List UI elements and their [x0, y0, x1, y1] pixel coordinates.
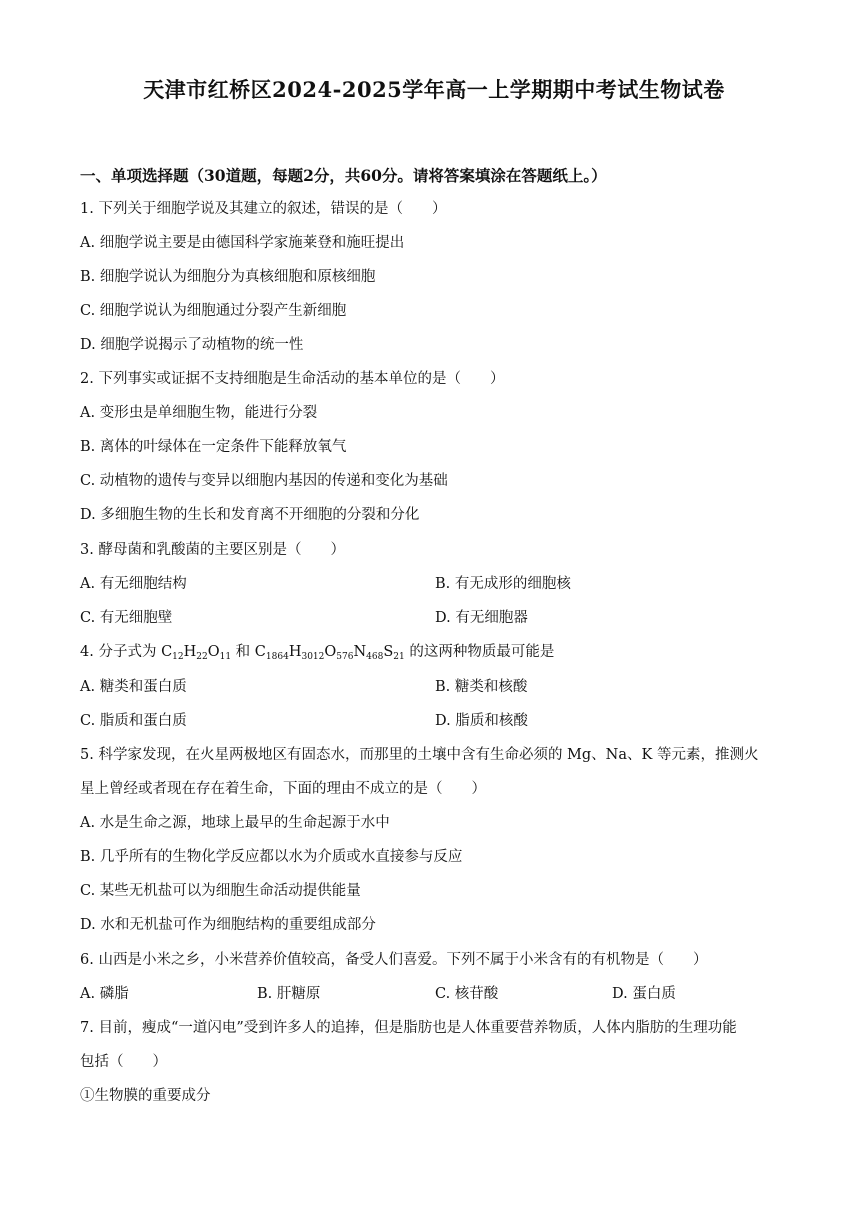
question-6-option-a: A. 磷脂 — [80, 986, 129, 1002]
question-7-item-1: ①生物膜的重要成分 — [80, 1088, 211, 1104]
question-6-option-c: C. 核苷酸 — [435, 986, 499, 1002]
question-2-option-b: B. 离体的叶绿体在一定条件下能释放氧气 — [80, 439, 347, 455]
question-5-option-b: B. 几乎所有的生物化学反应都以水为介质或水直接参与反应 — [80, 849, 463, 865]
question-2-option-d: D. 多细胞生物的生长和发育离不开细胞的分裂和分化 — [80, 507, 420, 523]
question-3-option-b: B. 有无成形的细胞核 — [435, 576, 571, 592]
question-6-option-d: D. 蛋白质 — [612, 986, 676, 1002]
question-1-option-a: A. 细胞学说主要是由德国科学家施莱登和施旺提出 — [80, 235, 405, 251]
page-title: 天津市红桥区2024-2025学年高一上学期期中考试生物试卷 — [143, 77, 725, 102]
question-3-option-d: D. 有无细胞器 — [435, 610, 528, 626]
question-5-option-c: C. 某些无机盐可以为细胞生命活动提供能量 — [80, 883, 361, 899]
question-4-option-c: C. 脂质和蛋白质 — [80, 713, 187, 729]
section-heading: 一、单项选择题（30道题，每题2分，共60分。请将答案填涂在答题纸上。） — [80, 166, 607, 185]
formula-protein: $C_{1864}H_{3012}O_{576}N_{468}S_{21}$ — [254, 644, 405, 662]
question-4-option-a: A. 糖类和蛋白质 — [80, 679, 187, 695]
question-7-stem-line-2: 包括（ ） — [80, 1054, 167, 1070]
question-5-option-a: A. 水是生命之源，地球上最早的生命起源于水中 — [80, 815, 390, 831]
question-5-option-d: D. 水和无机盐可作为细胞结构的重要组成部分 — [80, 917, 376, 933]
question-4-stem-mid: 和 — [231, 644, 255, 660]
question-3-option-c: C. 有无细胞壁 — [80, 610, 173, 626]
question-7-stem-line-1: 7. 目前，瘦成“一道闪电”受到许多人的追捧，但是脂肪也是人体重要营养物质，人体内脂肪的生理功能 — [80, 1020, 737, 1036]
question-4-stem — [80, 642, 554, 662]
question-5-stem-line-1: 5. 科学家发现，在火星两极地区有固态水，而那里的土壤中含有生命必须的 Mg、Na、K 等元素，推测火 — [80, 747, 759, 763]
question-4-option-b: B. 糖类和核酸 — [435, 679, 528, 695]
question-5-stem-line-2: 星上曾经或者现在存在着生命，下面的理由不成立的是（ ） — [80, 781, 486, 797]
question-3-stem: 3. 酵母菌和乳酸菌的主要区别是（ ） — [80, 542, 345, 558]
question-4-stem-prefix: 4. 分子式为 — [80, 644, 162, 660]
question-2-option-a: A. 变形虫是单细胞生物，能进行分裂 — [80, 405, 318, 421]
question-1-option-b: B. 细胞学说认为细胞分为真核细胞和原核细胞 — [80, 269, 376, 285]
question-4-stem-suffix: 的这两种物质最可能是 — [404, 644, 555, 660]
question-6-option-b: B. 肝糖原 — [257, 986, 321, 1002]
question-1-stem: 1. 下列关于细胞学说及其建立的叙述，错误的是（ ） — [80, 201, 447, 217]
formula-sucrose: $C_{12}H_{22}O_{11}$ — [161, 644, 232, 662]
question-2-option-c: C. 动植物的遗传与变异以细胞内基因的传递和变化为基础 — [80, 473, 448, 489]
question-1-option-d: D. 细胞学说揭示了动植物的统一性 — [80, 337, 304, 353]
question-3-option-a: A. 有无细胞结构 — [80, 576, 187, 592]
question-6-stem: 6. 山西是小米之乡，小米营养价值较高，备受人们喜爱。下列不属于小米含有的有机物是（ ） — [80, 952, 708, 968]
question-1-option-c: C. 细胞学说认为细胞通过分裂产生新细胞 — [80, 303, 347, 319]
question-2-stem: 2. 下列事实或证据不支持细胞是生命活动的基本单位的是（ ） — [80, 371, 505, 387]
question-4-option-d: D. 脂质和核酸 — [435, 713, 528, 729]
